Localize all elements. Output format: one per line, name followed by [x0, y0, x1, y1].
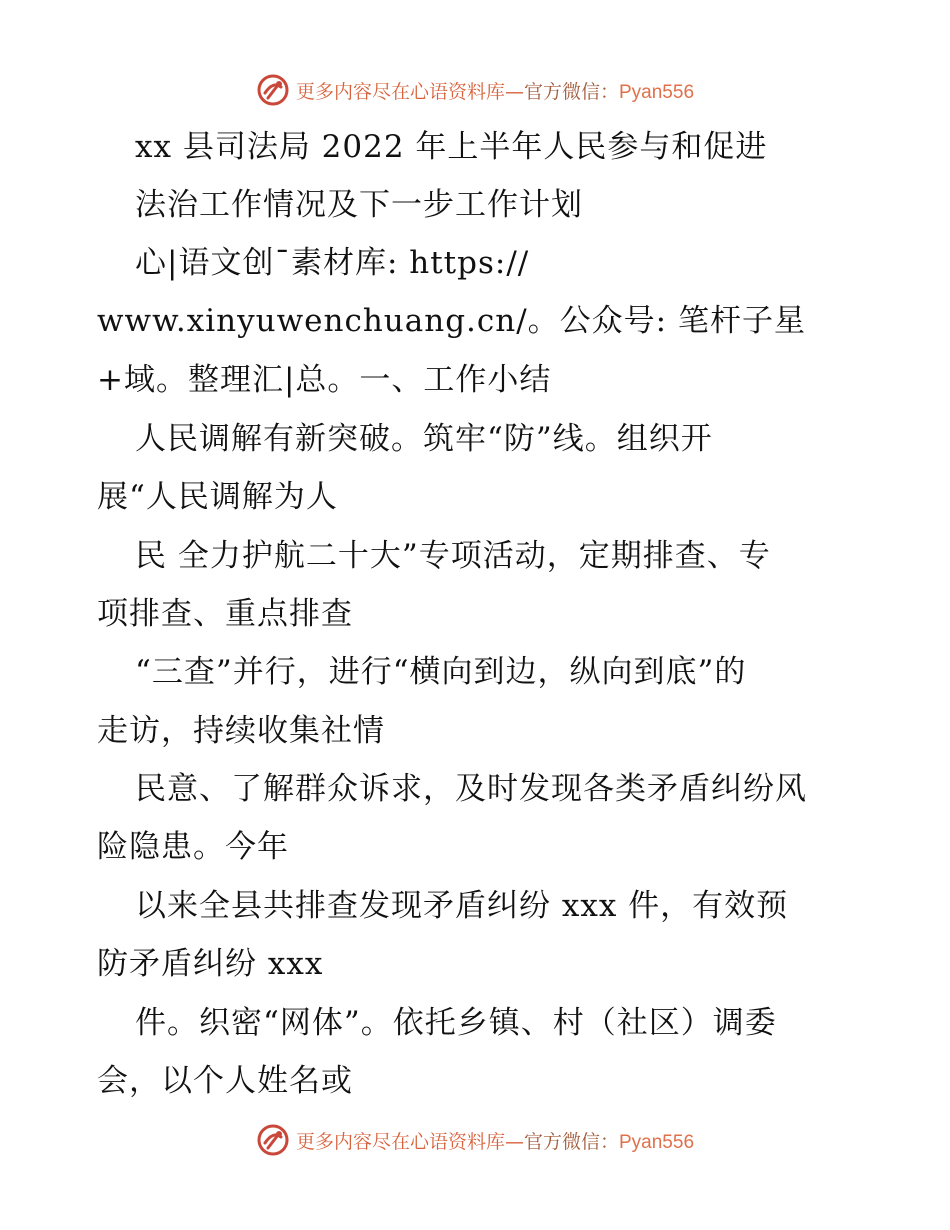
footer-watermark-wechat: 官方微信： — [523, 1130, 619, 1153]
doc-title-line-1: xx 县司法局 2022 年上半年人民参与和促进 — [135, 129, 768, 165]
body-line: 会，以个人姓名或 — [97, 1063, 353, 1099]
brand-logo-icon — [256, 1123, 290, 1157]
body-line: 件。织密“网体”。依托乡镇、村（社区）调委 — [135, 1005, 777, 1041]
body-line: 展“人民调解为人 — [97, 479, 338, 515]
body-line: 项排查、重点排查 — [97, 596, 353, 632]
body-line: 防矛盾纠纷 xxx — [97, 946, 324, 982]
footer-watermark-id: Pyan556 — [619, 1131, 695, 1153]
body-line: +域。整理汇|总。一、工作小结 — [97, 362, 552, 398]
header-watermark-dash: — — [504, 80, 524, 103]
brand-logo-icon — [256, 73, 290, 107]
header-watermark-wechat: 官方微信： — [523, 80, 619, 103]
body-line: 走访，持续收集社情 — [97, 713, 385, 749]
header-watermark-banner — [0, 68, 950, 112]
body-line: “三查”并行，进行“横向到边，纵向到底”的 — [135, 654, 747, 690]
footer-watermark-dash: — — [504, 1130, 524, 1153]
footer-watermark-text — [296, 1127, 694, 1154]
body-line: 心|语文创¯素材库: https:// — [135, 245, 530, 281]
footer-watermark-main: 更多内容尽在心语资料库 — [295, 1130, 505, 1153]
body-line: 民意、了解群众诉求，及时发现各类矛盾纠纷风 — [135, 771, 807, 807]
doc-title-line-2: 法治工作情况及下一步工作计划 — [135, 187, 583, 223]
body-line: 险隐患。今年 — [97, 829, 289, 865]
header-watermark-main: 更多内容尽在心语资料库 — [295, 80, 505, 103]
footer-watermark-banner — [0, 1118, 950, 1162]
body-line: 民 全力护航二十大”专项活动，定期排查、专 — [135, 538, 771, 574]
body-line: 人民调解有新突破。筑牢“防”线。组织开 — [135, 421, 713, 457]
body-line: 以来全县共排查发现矛盾纠纷 xxx 件，有效预 — [135, 888, 789, 924]
header-watermark-text — [296, 77, 694, 104]
header-watermark-id: Pyan556 — [619, 81, 695, 103]
body-line: www.xinyuwenchuang.cn/。公众号: 笔杆子星 — [97, 303, 806, 339]
